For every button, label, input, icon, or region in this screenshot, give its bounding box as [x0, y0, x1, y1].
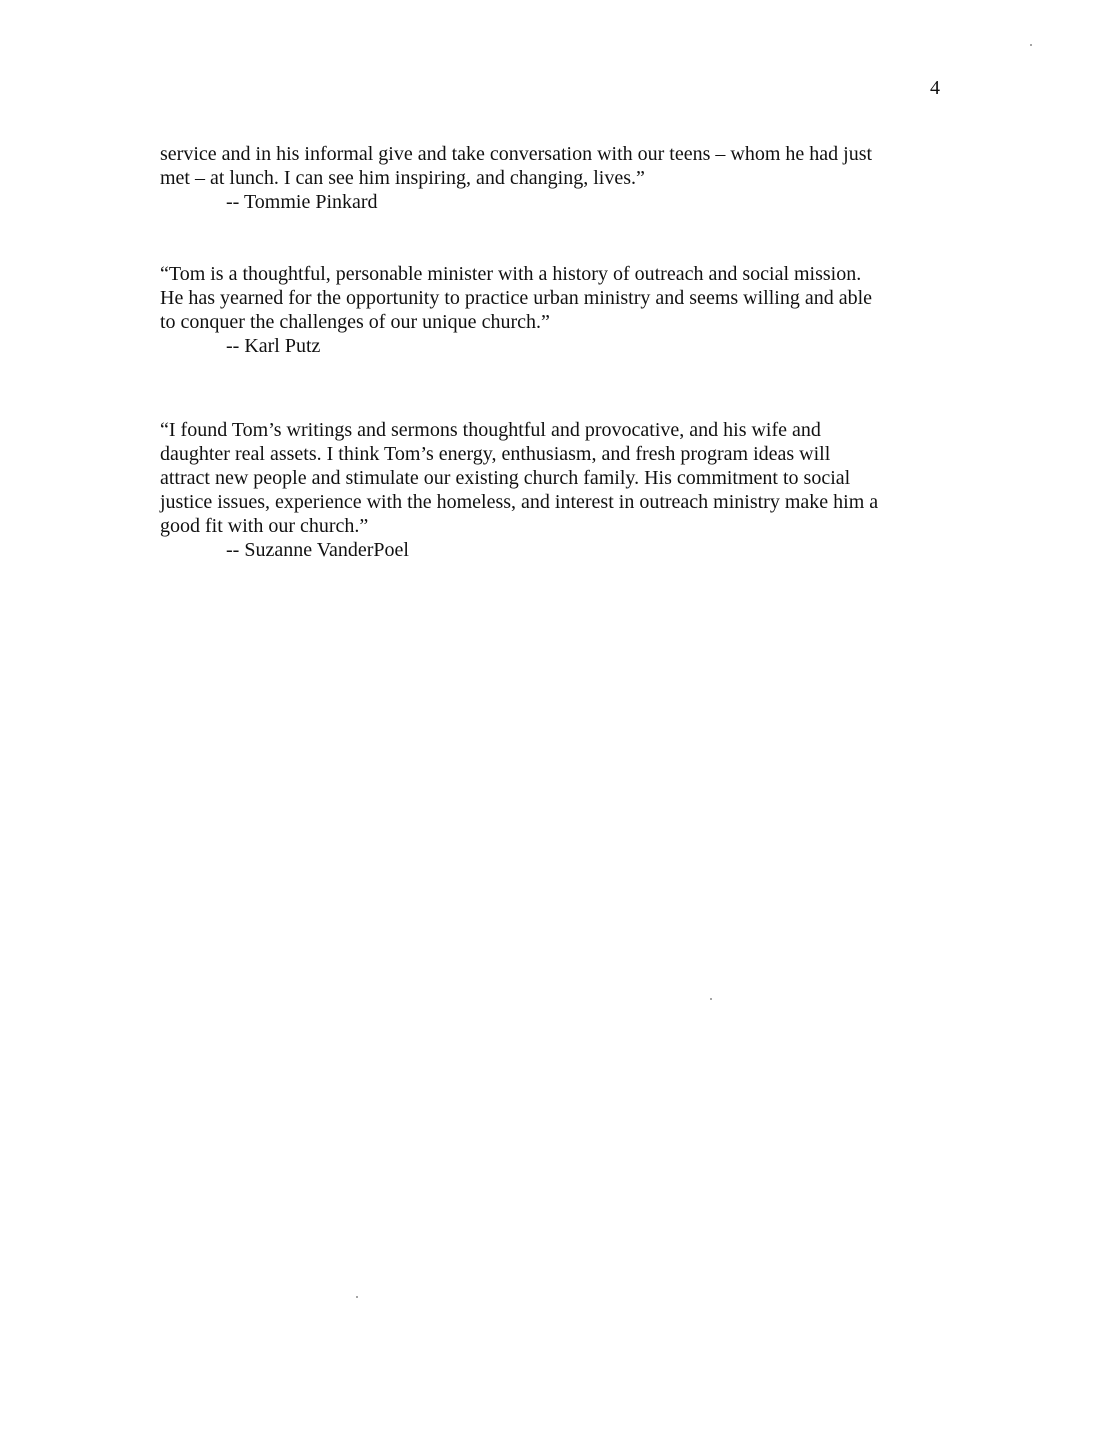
testimonial-3-line-4: justice issues, experience with the homeless, and interest in outreach ministry make him a [160, 491, 879, 513]
testimonial-3-line-2: daughter real assets. I think Tom’s energy, enthusiasm, and fresh program ideas will [160, 443, 831, 465]
page-number: 4 [930, 77, 940, 99]
testimonial-3-line-1: “I found Tom’s writings and sermons thoughtful and provocative, and his wife and [160, 419, 821, 441]
scan-speck [356, 1296, 358, 1298]
testimonial-2-line-3: to conquer the challenges of our unique church.” [160, 311, 550, 333]
testimonial-2-attribution: -- Karl Putz [226, 335, 321, 357]
testimonial-1-line-1: service and in his informal give and take conversation with our teens – whom he had just [160, 143, 873, 165]
scan-speck [710, 998, 712, 1000]
testimonial-1-attribution: -- Tommie Pinkard [226, 191, 378, 213]
testimonial-2-line-2: He has yearned for the opportunity to practice urban ministry and seems willing and able [160, 287, 873, 309]
testimonial-2-line-1: “Tom is a thoughtful, personable minister with a history of outreach and social mission. [160, 263, 862, 285]
testimonial-3-line-5: good fit with our church.” [160, 515, 369, 537]
testimonial-1-line-2: met – at lunch. I can see him inspiring, and changing, lives.” [160, 167, 645, 189]
testimonial-3-line-3: attract new people and stimulate our existing church family. His commitment to social [160, 467, 851, 489]
scan-speck [1030, 44, 1032, 46]
testimonial-3-attribution: -- Suzanne VanderPoel [226, 539, 409, 561]
